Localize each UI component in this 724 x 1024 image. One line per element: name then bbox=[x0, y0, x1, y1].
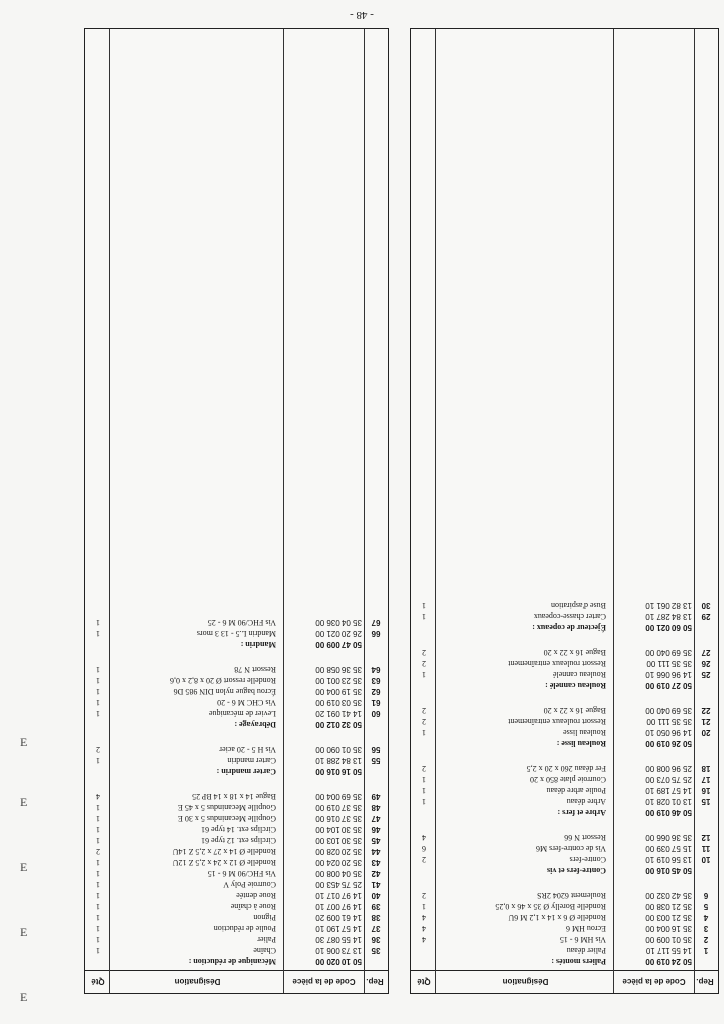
code-cell: 50 27 019 00 bbox=[645, 681, 692, 690]
designation-cell: Rondelle Ø 14 x 27 x 2,5 Z 14U bbox=[172, 847, 276, 856]
table-row bbox=[85, 755, 388, 766]
designation-cell: Fer déaau 260 x 20 x 2,5 bbox=[526, 764, 606, 773]
margin-mark: E bbox=[20, 925, 28, 939]
table-header bbox=[85, 970, 388, 993]
table-row bbox=[411, 763, 718, 774]
rep-cell: 40 bbox=[371, 891, 381, 900]
margin-mark: E bbox=[20, 990, 28, 1004]
code-cell: 35 01 090 00 bbox=[315, 745, 362, 754]
qty-cell: 1 bbox=[96, 869, 100, 878]
table-body bbox=[411, 600, 718, 967]
rep-cell: 67 bbox=[371, 618, 381, 627]
code-cell: 25 75 453 00 bbox=[315, 880, 362, 889]
qty-cell: 4 bbox=[422, 913, 426, 922]
table-row bbox=[411, 705, 718, 716]
table-row bbox=[85, 879, 388, 890]
designation-cell: Ressort rouleaux entraînement bbox=[508, 717, 606, 726]
table-row bbox=[85, 835, 388, 846]
table-row bbox=[411, 890, 718, 901]
qty-cell: 1 bbox=[96, 913, 100, 922]
designation-cell: Carter mandrin bbox=[227, 756, 276, 765]
code-cell: 35 30 103 00 bbox=[315, 836, 362, 845]
page-number: - 48 - bbox=[350, 9, 374, 21]
code-cell: 50 24 019 00 bbox=[645, 957, 692, 966]
rep-cell: 41 bbox=[371, 880, 381, 889]
qty-cell: 2 bbox=[422, 764, 426, 773]
table-row bbox=[85, 857, 388, 868]
rep-cell: 46 bbox=[371, 825, 381, 834]
table-row bbox=[85, 846, 388, 857]
code-cell: 14 41 091 20 bbox=[315, 709, 362, 718]
qty-cell: 4 bbox=[422, 935, 426, 944]
qty-cell: 1 bbox=[422, 728, 426, 737]
group-heading-row bbox=[85, 956, 388, 967]
code-cell: 35 35 111 00 bbox=[646, 659, 692, 668]
designation-cell: Paliers montés : bbox=[551, 957, 606, 966]
designation-cell: Roue à chaîne bbox=[230, 902, 276, 911]
rep-cell: 62 bbox=[371, 687, 381, 696]
rep-cell: 17 bbox=[701, 775, 711, 784]
header-qty: Qté bbox=[91, 977, 105, 986]
code-cell: 50 60 021 00 bbox=[645, 623, 692, 632]
table-row bbox=[411, 901, 718, 912]
designation-cell: Vis FHC/90 M 6 - 15 bbox=[207, 869, 276, 878]
row-gap bbox=[411, 876, 718, 890]
qty-cell: 1 bbox=[96, 836, 100, 845]
rep-cell: 48 bbox=[371, 803, 381, 812]
designation-cell: Carter chasse-copeaux bbox=[533, 612, 606, 621]
table-header bbox=[411, 970, 718, 993]
qty-cell: 2 bbox=[422, 659, 426, 668]
qty-cell: 1 bbox=[96, 935, 100, 944]
designation-cell: Ecrou HM 6 bbox=[566, 924, 606, 933]
row-gap bbox=[85, 730, 388, 744]
table-row bbox=[85, 675, 388, 686]
designation-cell: Circlips ext. 12 type 61 bbox=[201, 836, 276, 845]
rep-cell: 49 bbox=[371, 792, 381, 801]
table-row bbox=[411, 774, 718, 785]
code-cell: 35 04 008 00 bbox=[315, 869, 362, 878]
code-cell: 35 23 001 00 bbox=[315, 676, 362, 685]
code-cell: 50 10 020 00 bbox=[315, 957, 362, 966]
header-code: Code de la pièce bbox=[292, 977, 356, 986]
designation-cell: Bague 14 x 18 x 14 BP 25 bbox=[192, 792, 276, 801]
qty-cell: 1 bbox=[96, 891, 100, 900]
rep-cell: 2 bbox=[703, 935, 709, 944]
designation-cell: Mandrin : bbox=[240, 640, 276, 649]
table-row bbox=[85, 697, 388, 708]
qty-cell: 1 bbox=[96, 676, 100, 685]
parts-table-left bbox=[410, 28, 719, 994]
rep-cell: 38 bbox=[371, 913, 381, 922]
code-cell: 35 36 058 00 bbox=[315, 665, 362, 674]
rep-cell: 61 bbox=[371, 698, 381, 707]
qty-cell: 6 bbox=[422, 844, 426, 853]
table-row bbox=[85, 901, 388, 912]
table-row bbox=[411, 923, 718, 934]
code-cell: 35 69 040 00 bbox=[645, 706, 692, 715]
qty-cell: 1 bbox=[96, 629, 100, 638]
parts-table-right bbox=[84, 28, 389, 994]
designation-cell: Rondelle Ø 6 x 14 x 1,2 M 6U bbox=[508, 913, 606, 922]
code-cell: 14 61 009 20 bbox=[315, 913, 362, 922]
rep-cell: 5 bbox=[703, 902, 709, 911]
designation-cell: Ressort N 78 bbox=[234, 665, 276, 674]
designation-cell: Rouleau cannelé : bbox=[545, 681, 606, 690]
group-heading-row bbox=[411, 622, 718, 633]
header-code: Code de la pièce bbox=[622, 977, 686, 986]
row-gap bbox=[411, 633, 718, 647]
designation-cell: Circlips ext. 14 type 61 bbox=[201, 825, 276, 834]
rep-cell: 43 bbox=[371, 858, 381, 867]
table-row bbox=[85, 686, 388, 697]
code-cell: 35 69 004 00 bbox=[315, 792, 362, 801]
header-qty: Qté bbox=[417, 977, 431, 986]
qty-cell: 1 bbox=[96, 756, 100, 765]
qty-cell: 1 bbox=[96, 709, 100, 718]
group-heading-row bbox=[85, 639, 388, 650]
rep-cell: 12 bbox=[701, 833, 711, 842]
designation-cell: Vis FHC/90 M 6 - 25 bbox=[207, 618, 276, 627]
row-gap bbox=[85, 650, 388, 664]
rep-cell: 45 bbox=[371, 836, 381, 845]
qty-cell: 1 bbox=[422, 902, 426, 911]
designation-cell: Contre-fers bbox=[569, 855, 606, 864]
rep-cell: 56 bbox=[371, 745, 381, 754]
table-row bbox=[85, 868, 388, 879]
designation-cell: Poulie de réduction bbox=[213, 924, 276, 933]
group-heading-row bbox=[411, 738, 718, 749]
rep-cell: 36 bbox=[371, 935, 381, 944]
rep-cell: 15 bbox=[701, 797, 711, 806]
group-heading-row bbox=[411, 807, 718, 818]
code-cell: 14 57 189 10 bbox=[645, 786, 692, 795]
code-cell: 35 37 016 00 bbox=[315, 814, 362, 823]
table-row bbox=[85, 923, 388, 934]
designation-cell: Goupille Mecanindus 5 x 45 E bbox=[178, 803, 276, 812]
header-rep: Rep. bbox=[696, 977, 714, 986]
rep-cell: 26 bbox=[701, 659, 711, 668]
qty-cell: 1 bbox=[422, 601, 426, 610]
qty-cell: 1 bbox=[96, 924, 100, 933]
rep-cell: 16 bbox=[701, 786, 711, 795]
table-row bbox=[411, 796, 718, 807]
code-cell: 35 42 032 00 bbox=[645, 891, 692, 900]
table-row bbox=[411, 647, 718, 658]
table-row bbox=[85, 890, 388, 901]
qty-cell: 1 bbox=[96, 698, 100, 707]
rep-cell: 66 bbox=[371, 629, 381, 638]
rep-cell: 55 bbox=[371, 756, 381, 765]
code-cell: 26 20 021 00 bbox=[315, 629, 362, 638]
code-cell: 35 03 019 00 bbox=[315, 698, 362, 707]
group-heading-row bbox=[411, 680, 718, 691]
rep-cell: 27 bbox=[701, 648, 711, 657]
designation-cell: Roue dentée bbox=[236, 891, 276, 900]
code-cell: 50 46 019 00 bbox=[645, 808, 692, 817]
designation-cell: Courroie plate 850 x 20 bbox=[530, 775, 606, 784]
rep-cell: 25 bbox=[701, 670, 711, 679]
qty-cell: 2 bbox=[422, 717, 426, 726]
qty-cell: 1 bbox=[422, 670, 426, 679]
header-designation: Désignation bbox=[174, 977, 221, 986]
qty-cell: 1 bbox=[96, 902, 100, 911]
designation-cell: Buse d'aspiration bbox=[551, 601, 606, 610]
designation-cell: Rondelle Borelly Ø 35 x 46 x 0,25 bbox=[495, 902, 606, 911]
rep-cell: 63 bbox=[371, 676, 381, 685]
code-cell: 35 69 040 00 bbox=[645, 648, 692, 657]
qty-cell: 2 bbox=[422, 891, 426, 900]
designation-cell: Bague 16 x 22 x 20 bbox=[543, 706, 606, 715]
designation-cell: Mandrin L.5 - 13 3 mors bbox=[196, 629, 276, 638]
group-heading-row bbox=[411, 865, 718, 876]
designation-cell: Vis H 5 - 20 acier bbox=[219, 745, 276, 754]
group-heading-row bbox=[85, 766, 388, 777]
table-row bbox=[411, 669, 718, 680]
designation-cell: Ressort rouleaux entraînement bbox=[508, 659, 606, 668]
table-row bbox=[411, 658, 718, 669]
code-cell: 25 96 008 00 bbox=[645, 764, 692, 773]
code-cell: 50 47 009 00 bbox=[315, 640, 362, 649]
qty-cell: 2 bbox=[422, 706, 426, 715]
code-cell: 35 16 004 00 bbox=[645, 924, 692, 933]
designation-cell: Poulie arbre déaau bbox=[546, 786, 606, 795]
code-cell: 13 01 028 10 bbox=[645, 797, 692, 806]
designation-cell: Rondelle ressort Ø 20 x 8,2 x 0,6 bbox=[170, 676, 276, 685]
code-cell: 13 56 019 10 bbox=[645, 855, 692, 864]
table-row bbox=[85, 791, 388, 802]
table-row bbox=[85, 934, 388, 945]
table-row bbox=[411, 611, 718, 622]
rep-cell: 11 bbox=[701, 844, 711, 853]
designation-cell: Roulement 6204 2RS bbox=[537, 891, 606, 900]
rep-cell: 1 bbox=[703, 946, 709, 955]
designation-cell: Rouleau lisse : bbox=[556, 739, 606, 748]
designation-cell: Ressort N 66 bbox=[564, 833, 606, 842]
code-cell: 50 32 012 00 bbox=[315, 720, 362, 729]
code-cell: 35 01 009 00 bbox=[645, 935, 692, 944]
rep-cell: 21 bbox=[701, 717, 711, 726]
qty-cell: 1 bbox=[422, 786, 426, 795]
designation-cell: Palier bbox=[257, 935, 276, 944]
qty-cell: 1 bbox=[96, 665, 100, 674]
designation-cell: Rouleau cannelé bbox=[552, 670, 606, 679]
code-cell: 14 96 066 10 bbox=[645, 670, 692, 679]
code-cell: 35 20 024 00 bbox=[315, 858, 362, 867]
designation-cell: Mécanique de réduction : bbox=[188, 957, 276, 966]
designation-cell: Carter mandrin : bbox=[216, 767, 276, 776]
table-row bbox=[411, 945, 718, 956]
code-cell: 35 30 104 00 bbox=[315, 825, 362, 834]
code-cell: 14 96 050 10 bbox=[645, 728, 692, 737]
table-body bbox=[85, 617, 388, 967]
code-cell: 35 19 004 00 bbox=[315, 687, 362, 696]
rep-cell: 64 bbox=[371, 665, 381, 674]
qty-cell: 1 bbox=[96, 814, 100, 823]
row-gap bbox=[411, 691, 718, 705]
rep-cell: 30 bbox=[701, 601, 711, 610]
table-row bbox=[411, 934, 718, 945]
rep-cell: 18 bbox=[701, 764, 711, 773]
rep-cell: 44 bbox=[371, 847, 381, 856]
table-row bbox=[85, 708, 388, 719]
table-row bbox=[85, 628, 388, 639]
code-cell: 13 84 287 10 bbox=[645, 612, 692, 621]
designation-cell: Vis HM 6 - 15 bbox=[559, 935, 606, 944]
code-cell: 13 82 061 10 bbox=[645, 601, 692, 610]
table-row bbox=[411, 854, 718, 865]
table-row bbox=[85, 617, 388, 628]
qty-cell: 1 bbox=[96, 618, 100, 627]
table-row bbox=[411, 912, 718, 923]
qty-cell: 4 bbox=[96, 792, 100, 801]
code-cell: 14 57 190 10 bbox=[315, 924, 362, 933]
designation-cell: Écrou bague nylon DIN 985 D6 bbox=[173, 687, 276, 696]
qty-cell: 1 bbox=[422, 775, 426, 784]
margin-mark: E bbox=[20, 735, 28, 749]
rep-cell: 35 bbox=[371, 946, 381, 955]
table-row bbox=[411, 727, 718, 738]
designation-cell: Rondelle Ø 12 x 24 x 2,5 Z 12U bbox=[172, 858, 276, 867]
rep-cell: 20 bbox=[701, 728, 711, 737]
qty-cell: 2 bbox=[422, 855, 426, 864]
designation-cell: Débrayage : bbox=[234, 720, 276, 729]
rep-cell: 42 bbox=[371, 869, 381, 878]
header-rep: Rep. bbox=[366, 977, 384, 986]
code-cell: 14 97 017 10 bbox=[315, 891, 362, 900]
table-row bbox=[411, 843, 718, 854]
designation-cell: Arbre et fers : bbox=[557, 808, 606, 817]
row-gap bbox=[85, 777, 388, 791]
rep-cell: 37 bbox=[371, 924, 381, 933]
designation-cell: Vis de contre-fers M6 bbox=[536, 844, 606, 853]
code-cell: 15 57 039 00 bbox=[645, 844, 692, 853]
margin-mark: E bbox=[20, 795, 28, 809]
qty-cell: 1 bbox=[96, 803, 100, 812]
code-cell: 13 84 288 10 bbox=[315, 756, 362, 765]
code-cell: 35 20 028 00 bbox=[315, 847, 362, 856]
code-cell: 35 21 003 00 bbox=[645, 913, 692, 922]
qty-cell: 1 bbox=[422, 612, 426, 621]
rep-cell: 6 bbox=[703, 891, 709, 900]
group-heading-row bbox=[85, 719, 388, 730]
code-cell: 14 55 117 10 bbox=[645, 946, 692, 955]
designation-cell: Goupille Mecanindus 5 x 30 E bbox=[178, 814, 276, 823]
designation-cell: Pignon bbox=[253, 913, 276, 922]
designation-cell: Levier de mécanique bbox=[208, 709, 276, 718]
designation-cell: Éjecteur de copeaux : bbox=[532, 623, 606, 632]
table-row bbox=[85, 824, 388, 835]
table-row bbox=[411, 832, 718, 843]
qty-cell: 2 bbox=[96, 847, 100, 856]
designation-cell: Contre-fers et vis bbox=[547, 866, 606, 875]
table-row bbox=[85, 813, 388, 824]
designation-cell: Palier déaau bbox=[566, 946, 606, 955]
qty-cell: 1 bbox=[96, 825, 100, 834]
code-cell: 35 35 111 00 bbox=[646, 717, 692, 726]
qty-cell: 1 bbox=[422, 797, 426, 806]
code-cell: 35 37 019 00 bbox=[315, 803, 362, 812]
designation-cell: Arbre déaau bbox=[566, 797, 606, 806]
group-heading-row bbox=[411, 956, 718, 967]
code-cell: 35 04 036 00 bbox=[315, 618, 362, 627]
table-row bbox=[85, 802, 388, 813]
code-cell: 35 36 066 00 bbox=[645, 833, 692, 842]
row-gap bbox=[411, 818, 718, 832]
qty-cell: 4 bbox=[422, 833, 426, 842]
margin-mark: E bbox=[20, 860, 28, 874]
row-gap bbox=[411, 749, 718, 763]
rep-cell: 47 bbox=[371, 814, 381, 823]
qty-cell: 1 bbox=[96, 946, 100, 955]
rep-cell: 60 bbox=[371, 709, 381, 718]
qty-cell: 2 bbox=[422, 648, 426, 657]
code-cell: 50 16 016 00 bbox=[315, 767, 362, 776]
table-row bbox=[411, 600, 718, 611]
designation-cell: Vis CHC M 6 - 20 bbox=[217, 698, 276, 707]
designation-cell: Bague 16 x 22 x 20 bbox=[543, 648, 606, 657]
code-cell: 14 97 007 10 bbox=[315, 902, 362, 911]
qty-cell: 1 bbox=[96, 687, 100, 696]
header-designation: Désignation bbox=[502, 977, 549, 986]
rep-cell: 4 bbox=[703, 913, 709, 922]
table-row bbox=[411, 785, 718, 796]
code-cell: 14 55 087 30 bbox=[315, 935, 362, 944]
table-row bbox=[85, 744, 388, 755]
qty-cell: 1 bbox=[96, 880, 100, 889]
qty-cell: 4 bbox=[422, 924, 426, 933]
rep-cell: 22 bbox=[701, 706, 711, 715]
designation-cell: Rouleau lisse bbox=[563, 728, 606, 737]
rep-cell: 39 bbox=[371, 902, 381, 911]
qty-cell: 1 bbox=[96, 858, 100, 867]
table-row bbox=[411, 716, 718, 727]
code-cell: 35 21 038 00 bbox=[645, 902, 692, 911]
code-cell: 50 45 016 00 bbox=[645, 866, 692, 875]
table-row bbox=[85, 912, 388, 923]
designation-cell: Chaîne bbox=[253, 946, 276, 955]
rep-cell: 29 bbox=[701, 612, 711, 621]
code-cell: 13 73 006 10 bbox=[315, 946, 362, 955]
code-cell: 25 75 073 00 bbox=[645, 775, 692, 784]
designation-cell: Courroie Poly V bbox=[223, 880, 276, 889]
table-row bbox=[85, 664, 388, 675]
qty-cell: 2 bbox=[96, 745, 100, 754]
rep-cell: 10 bbox=[701, 855, 711, 864]
rep-cell: 3 bbox=[703, 924, 709, 933]
code-cell: 50 26 019 00 bbox=[645, 739, 692, 748]
table-row bbox=[85, 945, 388, 956]
